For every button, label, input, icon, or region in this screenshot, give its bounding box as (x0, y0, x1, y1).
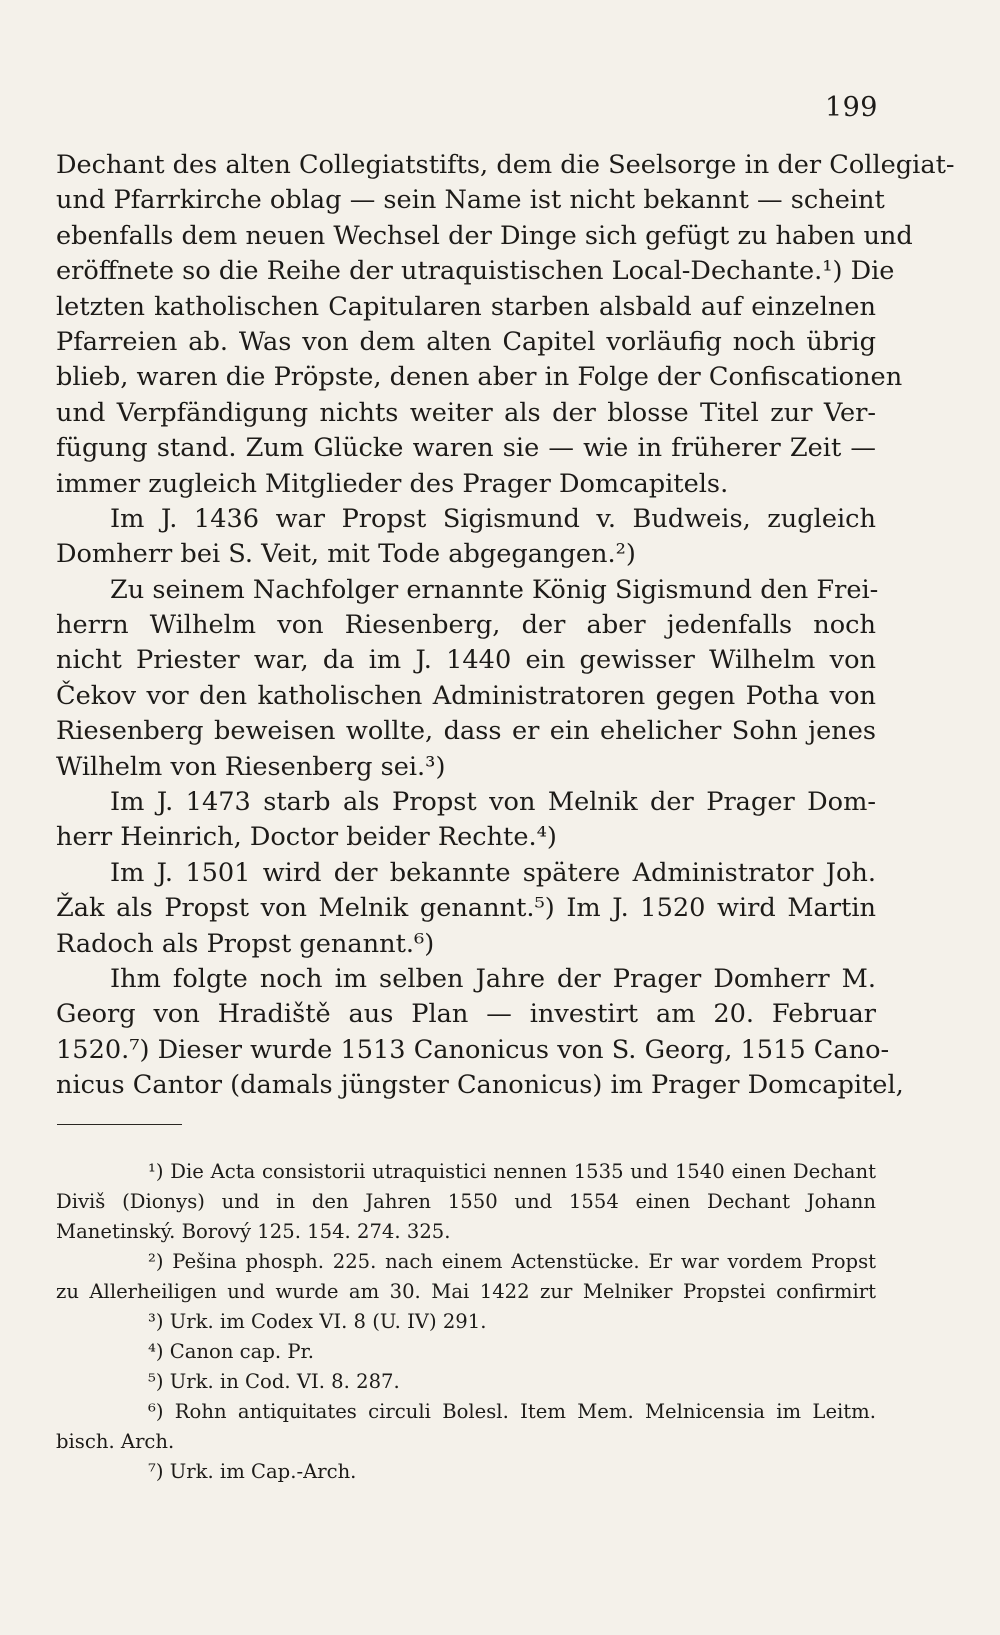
footnote-line: ¹) Die Acta consistorii utraquistici nennen 1535 und 1540 einen Dechant (148, 1160, 876, 1183)
footnote-line: ³) Urk. im Codex VI. 8 (U. IV) 291. (148, 1310, 487, 1333)
footnote-line: ⁶) Rohn antiquitates circuli Bolesl. Item Mem. Melnicensia im Leitm. (148, 1400, 876, 1423)
footnote-line: ⁴) Canon cap. Pr. (148, 1340, 314, 1363)
footnote-line: Manetinský. Borový 125. 154. 274. 325. (56, 1220, 451, 1243)
text-line: herr Heinrich, Doctor beider Rechte.⁴) (56, 822, 557, 853)
main-text (56, 148, 955, 1104)
text-line: herrn Wilhelm von Riesenberg, der aber jedenfalls noch (56, 610, 876, 641)
text-line: Radoch als Propst genannt.⁶) (56, 928, 435, 959)
text-line: ebenfalls dem neuen Wechsel der Dinge sich gefügt zu haben und (56, 220, 913, 251)
text-line: Pfarreien ab. Was von dem alten Capitel vorläufig noch übrig (56, 326, 876, 357)
footnote-line: ⁷) Urk. im Cap.-Arch. (148, 1460, 357, 1483)
text-line: Riesenberg beweisen wollte, dass er ein ehelicher Sohn jenes (56, 716, 876, 747)
text-line: Domherr bei S. Veit, mit Tode abgegangen.²) (56, 539, 636, 570)
text-line: Žak als Propst von Melnik genannt.⁵) Im J. 1520 wird Martin (56, 893, 876, 924)
footnotes (56, 1157, 876, 1487)
text-line: Zu seinem Nachfolger ernannte König Sigismund den Frei- (110, 574, 879, 605)
text-line: eröffnete so die Reihe der utraquistischen Local-Dechante.¹) Die (56, 256, 895, 287)
text-line: und Pfarrkirche oblag — sein Name ist nicht bekannt — scheint (56, 185, 885, 216)
text-line: 1520.⁷) Dieser wurde 1513 Canonicus von S. Georg, 1515 Cano- (56, 1034, 890, 1065)
text-line: Dechant des alten Collegiatstifts, dem die Seelsorge in der Collegiat- (56, 150, 955, 180)
footnote-line: bisch. Arch. (56, 1430, 175, 1453)
text-line: nicus Cantor (damals jüngster Canonicus) im Prager Domcapitel, (56, 1070, 904, 1101)
text-line: Čekov vor den katholischen Administratoren gegen Potha von (56, 680, 876, 711)
footnote-line: ²) Pešina phosph. 225. nach einem Actenstücke. Er war vordem Propst (148, 1250, 876, 1273)
text-line: und Verpfändigung nichts weiter als der blosse Titel zur Ver- (56, 397, 876, 428)
text-line: nicht Priester war, da im J. 1440 ein gewisser Wilhelm von (56, 645, 876, 676)
text-line: Im J. 1501 wird der bekannte spätere Administrator Joh. (110, 857, 876, 888)
footnote-line: ⁵) Urk. in Cod. VI. 8. 287. (148, 1370, 400, 1393)
text-line: Im J. 1436 war Propst Sigismund v. Budweis, zugleich (110, 503, 876, 534)
text-line: Ihm folgte noch im selben Jahre der Prager Domherr M. (110, 963, 876, 994)
text-line: immer zugleich Mitglieder des Prager Domcapitels. (56, 468, 729, 499)
page-number: 199 (824, 92, 878, 123)
text-line: Georg von Hradiště aus Plan — investirt am 20. Februar (56, 999, 876, 1030)
text-line: Im J. 1473 starb als Propst von Melnik der Prager Dom- (110, 787, 876, 818)
text-line: Wilhelm von Riesenberg sei.³) (56, 751, 446, 782)
footnote-separator (57, 1124, 182, 1125)
text-line: blieb, waren die Pröpste, denen aber in Folge der Confiscationen (56, 362, 903, 393)
text-line: fügung stand. Zum Glücke waren sie — wie in früherer Zeit — (56, 433, 876, 464)
footnote-line: Diviš (Dionys) und in den Jahren 1550 und 1554 einen Dechant Johann (56, 1190, 876, 1213)
footnote-line: zu Allerheiligen und wurde am 30. Mai 1422 zur Melniker Propstei confirmirt (56, 1280, 876, 1303)
text-line: letzten katholischen Capitularen starben alsbald auf einzelnen (56, 291, 876, 322)
